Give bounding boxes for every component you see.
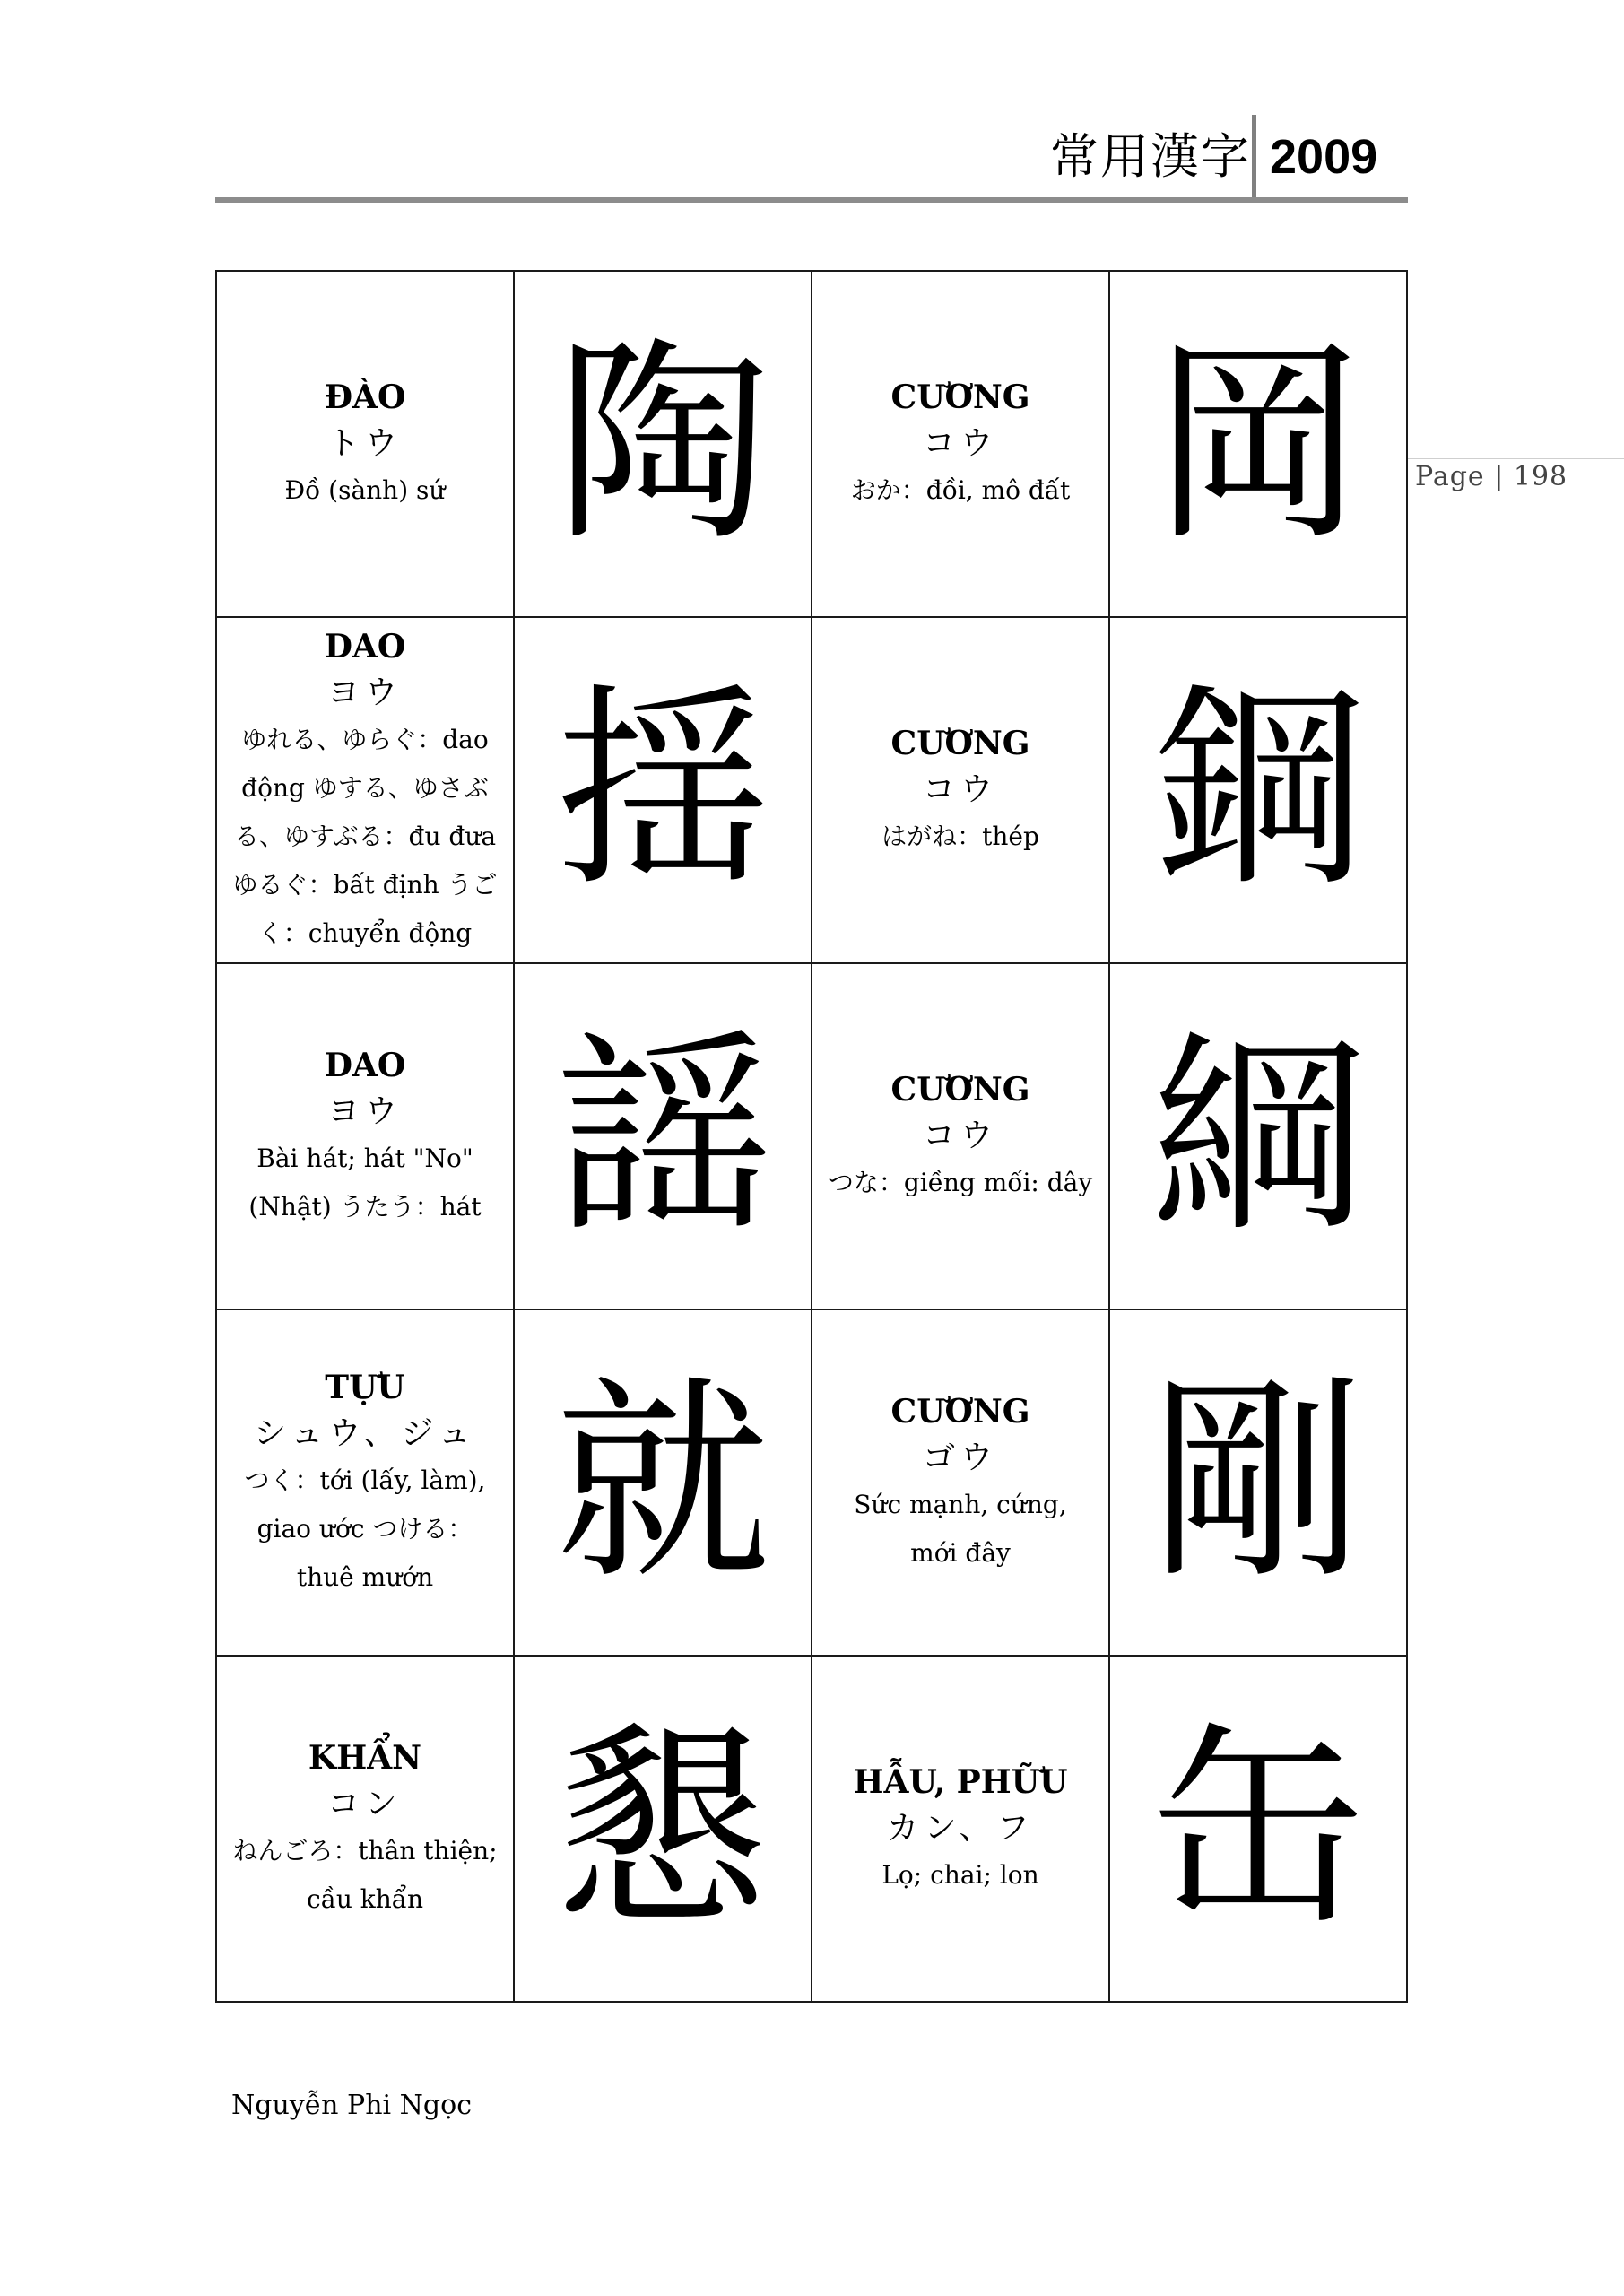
kanji-character: 陶	[554, 318, 770, 570]
kanji-cell	[514, 963, 812, 1309]
sino-vietnamese-reading: ĐÀO	[324, 378, 406, 416]
page-number-rule	[1408, 458, 1624, 459]
sino-vietnamese-reading: HẪU, PHỮU	[853, 1763, 1068, 1801]
entry-info-cell	[812, 271, 1109, 617]
kanji-character: 缶	[1150, 1703, 1366, 1954]
meaning-text: つな：giềng mối: dây	[828, 1168, 1093, 1197]
kanji-cell	[514, 617, 812, 963]
kanji-cell	[514, 271, 812, 617]
on-reading: コウ	[922, 425, 998, 462]
page-number: Page | 198	[1415, 461, 1568, 492]
kanji-character: 懇	[554, 1703, 770, 1954]
on-reading: ヨウ	[326, 1093, 403, 1130]
table-row	[216, 1309, 1407, 1656]
entry-info-cell	[812, 963, 1109, 1309]
sino-vietnamese-reading: CƯƠNG	[890, 725, 1030, 762]
kanji-character: 就	[554, 1357, 770, 1608]
on-reading: ヨウ	[326, 674, 403, 711]
entry-info-cell	[812, 617, 1109, 963]
on-reading: ゴウ	[922, 1439, 998, 1476]
on-reading: コン	[326, 1786, 403, 1822]
entry-info-cell	[812, 1656, 1109, 2002]
entry-info-cell	[216, 1309, 514, 1656]
table-row	[216, 963, 1407, 1309]
on-reading: シュウ、ジュ	[254, 1415, 476, 1452]
sino-vietnamese-reading: CƯƠNG	[890, 1071, 1030, 1109]
kanji-cell	[1109, 963, 1407, 1309]
header-divider	[1252, 115, 1256, 203]
sino-vietnamese-reading: KHẨN	[308, 1739, 422, 1777]
kanji-cell	[1109, 1656, 1407, 2002]
table-row	[216, 617, 1407, 963]
meaning-text: ゆれる、ゆらぐ：dao động ゆする、ゆさぶる、ゆすぶる：đu đưa ゆるぐ：bất định うごく：chuyển động	[232, 725, 498, 948]
meaning-text: Sức mạnh, cứng, mới đây	[854, 1490, 1067, 1568]
meaning-text: Bài hát; hát "No" (Nhật) うたう：hát	[248, 1144, 482, 1222]
table-row	[216, 1656, 1407, 2002]
entry-info-cell	[812, 1309, 1109, 1656]
footer-author: Nguyễn Phi Ngọc	[231, 2090, 472, 2121]
sino-vietnamese-reading: CƯƠNG	[890, 378, 1030, 416]
kanji-cell	[514, 1656, 812, 2002]
sino-vietnamese-reading: DAO	[324, 1047, 406, 1084]
kanji-character: 岡	[1150, 318, 1366, 570]
entry-info-cell	[216, 1656, 514, 2002]
meaning-text: ねんごろ：thân thiện; cầu khẩn	[232, 1836, 498, 1914]
meaning-text: Đồ (sành) sứ	[284, 475, 446, 505]
meaning-text: Lọ; chai; lon	[881, 1860, 1039, 1890]
entry-info-cell	[216, 963, 514, 1309]
kanji-table	[215, 270, 1408, 2003]
meaning-text: はがね：thép	[881, 822, 1039, 851]
kanji-character: 鋼	[1150, 665, 1366, 916]
sino-vietnamese-reading: CƯƠNG	[890, 1393, 1030, 1431]
kanji-cell	[1109, 617, 1407, 963]
sino-vietnamese-reading: TỰU	[325, 1369, 405, 1406]
sino-vietnamese-reading: DAO	[324, 628, 406, 665]
header-title: 常用漢字	[1050, 128, 1251, 185]
table-row	[216, 271, 1407, 617]
header-year: 2009	[1270, 130, 1378, 184]
on-reading: コウ	[922, 771, 998, 808]
kanji-cell	[1109, 271, 1407, 617]
kanji-character: 剛	[1150, 1357, 1366, 1608]
meaning-text: おか：đồi, mô đất	[850, 475, 1071, 505]
entry-info-cell	[216, 617, 514, 963]
on-reading: コウ	[922, 1118, 998, 1154]
kanji-cell	[1109, 1309, 1407, 1656]
entry-info-cell	[216, 271, 514, 617]
kanji-cell	[514, 1309, 812, 1656]
on-reading: カン、フ	[886, 1810, 1035, 1847]
header-rule	[215, 197, 1408, 203]
kanji-character: 揺	[554, 665, 770, 916]
meaning-text: つく：tới (lấy, làm), giao ước つける：thuê mướn	[244, 1465, 486, 1592]
on-reading: トウ	[326, 425, 403, 462]
kanji-character: 綱	[1150, 1011, 1366, 1262]
kanji-character: 謡	[554, 1011, 770, 1262]
